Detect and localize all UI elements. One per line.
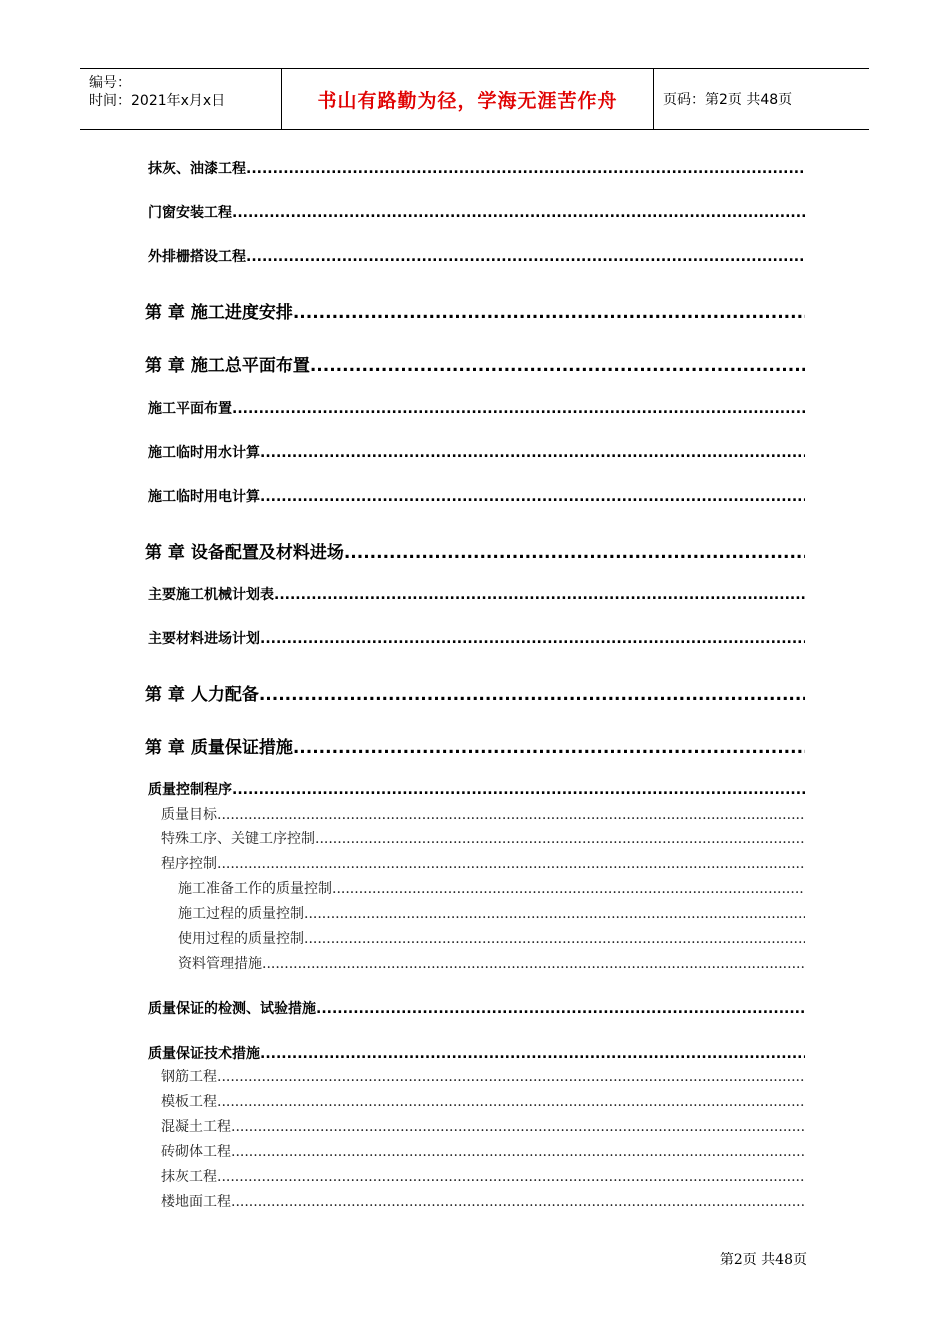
toc-entry-title: 抹灰、油漆工程: [148, 161, 246, 177]
toc-leader-dots: [231, 1194, 805, 1210]
toc-entry-title: 第 章 设备配置及材料进场: [145, 543, 344, 563]
toc-leader-dots: [231, 1144, 805, 1160]
toc-entry[interactable]: [178, 903, 805, 923]
header-page-info: 页码：第2页 共48页: [663, 92, 793, 108]
toc-leader-dots: [304, 906, 805, 922]
toc-entry-title: 程序控制: [161, 856, 217, 872]
toc-leader-dots: [246, 249, 805, 265]
toc-entry-title: 第 章 质量保证措施: [145, 738, 293, 758]
toc-entry[interactable]: [161, 828, 805, 848]
toc-entry[interactable]: [145, 680, 805, 705]
document-code-label: 编号：: [89, 75, 131, 91]
toc-entry-title: 楼地面工程: [161, 1194, 231, 1210]
toc-leader-dots: [344, 543, 805, 563]
toc-entry[interactable]: [161, 804, 805, 824]
toc-leader-dots: [260, 445, 805, 461]
toc-entry-title: 施工过程的质量控制: [178, 906, 304, 922]
toc-entry-title: 钢筋工程: [161, 1069, 217, 1085]
toc-entry-title: 质量目标: [161, 807, 217, 823]
toc-entry[interactable]: [148, 246, 805, 266]
toc-leader-dots: [260, 631, 805, 647]
toc-entry[interactable]: [145, 298, 805, 323]
toc-entry[interactable]: [161, 1066, 805, 1086]
toc-entry-title: 施工临时用水计算: [148, 445, 260, 461]
toc-entry-title: 主要施工机械计划表: [148, 587, 274, 603]
toc-leader-dots: [232, 205, 805, 221]
page-header: [80, 68, 869, 130]
toc-leader-dots: [260, 489, 805, 505]
toc-leader-dots: [217, 1169, 805, 1185]
toc-leader-dots: [217, 856, 805, 872]
header-slogan-cell: [282, 69, 654, 129]
toc-entry[interactable]: [148, 202, 805, 222]
toc-leader-dots: [293, 303, 805, 323]
toc-entry-title: 施工临时用电计算: [148, 489, 260, 505]
toc-leader-dots: [315, 831, 805, 847]
toc-leader-dots: [262, 956, 805, 972]
toc-entry-title: 外排栅搭设工程: [148, 249, 246, 265]
toc-entry[interactable]: [161, 1116, 805, 1136]
page-footer: 第2页 共48页: [719, 1252, 807, 1268]
header-page-cell: [654, 69, 869, 129]
toc-entry[interactable]: [145, 733, 805, 758]
toc-entry-title: 第 章 施工总平面布置: [145, 356, 310, 376]
toc-entry-title: 施工平面布置: [148, 401, 232, 417]
toc-leader-dots: [304, 931, 805, 947]
toc-entry[interactable]: [148, 1043, 805, 1063]
toc-entry[interactable]: [161, 1091, 805, 1111]
toc-leader-dots: [232, 401, 805, 417]
toc-leader-dots: [217, 807, 805, 823]
toc-entry-title: 特殊工序、关键工序控制: [161, 831, 315, 847]
toc-entry-title: 模板工程: [161, 1094, 217, 1110]
toc-entry[interactable]: [148, 628, 805, 648]
toc-entry-title: 资料管理措施: [178, 956, 262, 972]
toc-entry[interactable]: [148, 779, 805, 799]
toc-entry-title: 使用过程的质量控制: [178, 931, 304, 947]
toc-entry[interactable]: [148, 998, 805, 1018]
toc-entry[interactable]: [161, 1141, 805, 1161]
toc-entry-title: 质量控制程序: [148, 782, 232, 798]
header-meta-cell: [80, 69, 282, 129]
toc-entry-title: 施工准备工作的质量控制: [178, 881, 332, 897]
toc-entry[interactable]: [178, 878, 805, 898]
toc-entry-title: 混凝土工程: [161, 1119, 231, 1135]
toc-leader-dots: [259, 685, 805, 705]
document-date: 时间：2021年x月x日: [89, 93, 226, 109]
toc-leader-dots: [316, 1001, 805, 1017]
toc-leader-dots: [246, 161, 805, 177]
toc-entry-title: 砖砌体工程: [161, 1144, 231, 1160]
toc-leader-dots: [274, 587, 805, 603]
toc-entry[interactable]: [145, 351, 805, 376]
toc-entry[interactable]: [148, 584, 805, 604]
toc-entry-title: 第 章 人力配备: [145, 685, 259, 705]
toc-entry[interactable]: [148, 398, 805, 418]
toc-entry[interactable]: [161, 1166, 805, 1186]
toc-leader-dots: [260, 1046, 805, 1062]
toc-entry-title: 质量保证的检测、试验措施: [148, 1001, 316, 1017]
toc-entry-title: 抹灰工程: [161, 1169, 217, 1185]
toc-entry[interactable]: [145, 538, 805, 563]
toc-entry[interactable]: [148, 158, 805, 178]
toc-entry[interactable]: [161, 1191, 805, 1211]
toc-entry[interactable]: [178, 953, 805, 973]
toc-entry-title: 第 章 施工进度安排: [145, 303, 293, 323]
header-slogan: 书山有路勤为径，学海无涯苦作舟: [317, 89, 618, 112]
toc-leader-dots: [232, 782, 805, 798]
toc-leader-dots: [231, 1119, 805, 1135]
toc-entry-title: 质量保证技术措施: [148, 1046, 260, 1062]
toc-leader-dots: [332, 881, 805, 897]
toc-entry[interactable]: [148, 486, 805, 506]
toc-leader-dots: [217, 1094, 805, 1110]
toc-entry-title: 门窗安装工程: [148, 205, 232, 221]
toc-leader-dots: [217, 1069, 805, 1085]
toc-entry[interactable]: [148, 442, 805, 462]
toc-entry[interactable]: [178, 928, 805, 948]
toc-entry[interactable]: [161, 853, 805, 873]
toc-entry-title: 主要材料进场计划: [148, 631, 260, 647]
toc-leader-dots: [293, 738, 805, 758]
toc-leader-dots: [310, 356, 805, 376]
